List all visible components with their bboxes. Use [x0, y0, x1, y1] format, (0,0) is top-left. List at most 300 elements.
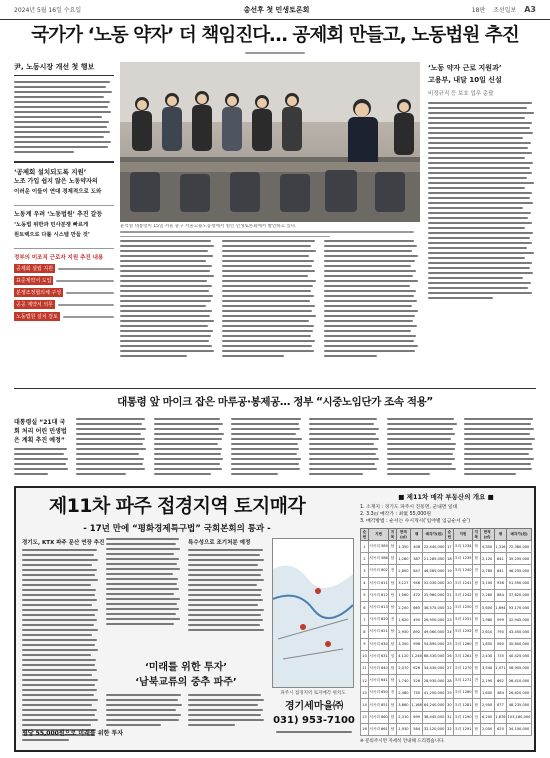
ad-title: 제11차 파주 접경지역 토지매각: [48, 495, 306, 517]
table-cell: 662: [494, 675, 506, 687]
pill-label: 공제회 설립 지원: [16, 266, 53, 272]
table-cell: 20: [445, 577, 453, 589]
side-box-line: 노동계 우려 ‘노동법원’ 추진 갈등: [14, 211, 103, 218]
table-cell: 40,425,000: [507, 650, 532, 662]
photo-scene: [120, 62, 420, 222]
paper-name: 조선일보: [493, 7, 517, 14]
table-row: [361, 711, 532, 723]
table-cell: 2,120: [480, 553, 494, 565]
info-line: 1. 소재지 : 경기도 파주시 진동면, 군내면 일대: [360, 505, 458, 510]
table-cell: 68,530,000: [423, 650, 446, 662]
table-cell: 10: [361, 650, 369, 662]
right-body-text: [428, 102, 536, 299]
body-col: [222, 240, 318, 360]
map-graphic: [273, 539, 353, 687]
pill: [14, 312, 114, 321]
table-cell: 1,071: [494, 662, 506, 674]
lead-body-columns: [120, 240, 420, 360]
table-cell: 64,240,000: [423, 699, 446, 711]
table-cell: 서곡리 640: [368, 662, 388, 674]
ad-col-heading: 경기도, KTX 파주 문산 연장 추진: [22, 540, 105, 546]
table-cell: 서곡리 621: [368, 626, 388, 638]
table-cell: 21,285,000: [423, 553, 446, 565]
lead-headline: [14, 22, 536, 54]
ad-bottom-note: 평당 55,000원으로 미래를 위한 투자: [22, 730, 124, 737]
table-cell: 서곡리 602: [368, 565, 388, 577]
table-row: [361, 699, 532, 711]
table-cell: 1,876: [494, 711, 506, 723]
table-cell: 23: [445, 614, 453, 626]
table-cell: 초리 1291: [453, 723, 472, 735]
table-header-cell: 지번: [453, 529, 472, 541]
pills-title: 정부의 미조직 근로자 지원 추진 내용: [14, 255, 104, 261]
table-header-row: [361, 529, 532, 541]
table-cell: 초리 1281: [453, 699, 472, 711]
side-box-2: [14, 205, 114, 240]
table-cell: 서곡리 661: [368, 723, 388, 735]
table-cell: 서곡리 612: [368, 589, 388, 601]
table-cell: 답: [389, 675, 396, 687]
table-cell: 6,200: [480, 711, 494, 723]
ad-text-col: [106, 694, 266, 729]
table-cell: 서곡리 650: [368, 687, 388, 699]
table-cell: 699: [411, 711, 423, 723]
table-cell: 1,350: [396, 541, 410, 553]
section-title: 총선후 첫 민생토론회: [243, 5, 310, 14]
table-header-cell: 매각가(원): [507, 529, 532, 541]
table-cell: 전: [389, 614, 396, 626]
table-cell: 750: [411, 687, 423, 699]
table-cell: 초리 1252: [453, 626, 472, 638]
headline-credit: [245, 52, 305, 54]
policy-pills: [14, 248, 114, 321]
table-cell: 2,780: [480, 565, 494, 577]
right-column: [428, 62, 536, 302]
subhead: 尹, 노동시장 개선 첫 행보: [14, 62, 114, 76]
table-cell: 2,050: [480, 723, 494, 735]
table-cell: 답: [473, 699, 480, 711]
table-cell: 3,127: [396, 577, 410, 589]
headline-text: 국가가 ‘노동 약자’ 더 책임진다… 공제회 만들고, 노동법원 추진: [31, 25, 519, 46]
table-row: [361, 723, 532, 735]
table-cell: 2,260: [480, 589, 494, 601]
table-cell: 34,430,000: [423, 662, 446, 674]
table-row: [361, 565, 532, 577]
land-sale-ad: [14, 486, 536, 752]
table-cell: 484: [494, 687, 506, 699]
table-cell: 21: [445, 589, 453, 601]
ad-company: [272, 700, 356, 733]
info-line: 2. 3.3㎡ 매각가 : 최低 55,000원: [360, 512, 431, 517]
table-cell: 103,180,000: [507, 711, 532, 723]
table-cell: 2,480: [396, 687, 410, 699]
table-body: [361, 541, 532, 736]
table-cell: 초리 1290: [453, 711, 472, 723]
table-cell: 답: [473, 589, 480, 601]
table-cell: 2,200: [396, 601, 410, 613]
table-cell: 1,246: [411, 650, 423, 662]
callout-line-1: ‘미래를 위한 투자’: [144, 662, 228, 673]
table-cell: 서곡리 660: [368, 711, 388, 723]
table-cell: 34,100,000: [507, 723, 532, 735]
table-cell: 답: [389, 662, 396, 674]
table-note: ※ 문의주시면 자세히 안내해 드리겠습니다.: [360, 739, 445, 744]
side-box-line: ‘공제회 설치되도록 지원’: [14, 168, 87, 176]
pill: [14, 276, 114, 285]
table-cell: 24: [445, 626, 453, 638]
table-cell: 서곡리 620: [368, 614, 388, 626]
table-cell: 2,950: [396, 626, 410, 638]
table-cell: 3,300: [396, 638, 410, 650]
table-cell: 답: [389, 711, 396, 723]
table-cell: 초리 1242: [453, 589, 472, 601]
side-box-line: 이러운 이들이 연대 경제적으로 도와: [14, 189, 102, 195]
table-cell: 1,620: [396, 614, 410, 626]
table-cell: 답: [473, 541, 480, 553]
ad-map: [272, 538, 354, 688]
table-cell: 초리 1250: [453, 601, 472, 613]
table-cell: 7: [361, 614, 369, 626]
table-cell: 답: [389, 553, 396, 565]
table-cell: 620: [494, 723, 506, 735]
table-cell: 3,540: [480, 662, 494, 674]
company-phone: 031) 953-7100: [273, 715, 355, 726]
section-divider: [14, 388, 536, 389]
body-col: [120, 240, 216, 360]
table-header-cell: 평: [494, 529, 506, 541]
table-cell: 35,255,000: [507, 553, 532, 565]
masthead-right: [472, 5, 536, 14]
sub-headline-text: 대통령 앞 마이크 잡은 마루공·봉제공… 정부 “시중노임단가 조속 적용”: [117, 396, 433, 408]
ad-text-col: [22, 538, 105, 744]
table-cell: 12: [361, 675, 369, 687]
table-cell: 초리 1251: [453, 614, 472, 626]
table-cell: 1: [361, 541, 369, 553]
table-cell: 43,450,000: [507, 626, 532, 638]
page-number: A3: [524, 5, 536, 14]
table-cell: 15: [361, 711, 369, 723]
table-header-cell: 순번: [361, 529, 369, 541]
table-cell: 51,590,000: [507, 577, 532, 589]
table-cell: 2,800: [396, 565, 410, 577]
table-cell: 6: [361, 601, 369, 613]
table-cell: 26,620,000: [507, 687, 532, 699]
table-cell: 36,575,000: [423, 601, 446, 613]
table-row: [361, 650, 532, 662]
table-cell: 답: [473, 662, 480, 674]
sub-col: [387, 418, 459, 478]
sub-col: [154, 418, 226, 478]
table-cell: 답: [473, 687, 480, 699]
table-cell: 서곡리 641: [368, 675, 388, 687]
table-cell: 32,945,000: [507, 614, 532, 626]
table-cell: 3,860: [396, 699, 410, 711]
pill-label: 공공 계약서 의무: [16, 302, 53, 308]
table-cell: 877: [494, 699, 506, 711]
table-header-cell: 면적(㎡): [396, 529, 410, 541]
table-cell: 답: [389, 723, 396, 735]
table-cell: 54,890,000: [423, 638, 446, 650]
pill-label: 노동법원 설치 검토: [16, 314, 58, 320]
table-cell: 13: [361, 687, 369, 699]
table-cell: 938: [494, 577, 506, 589]
table-cell: 1,316: [494, 541, 506, 553]
table-cell: 2,070: [396, 662, 410, 674]
table-cell: 32: [445, 723, 453, 735]
table-cell: 408: [411, 541, 423, 553]
sub-headline: [14, 393, 536, 411]
table-cell: 3,100: [480, 577, 494, 589]
table-cell: 1,600: [480, 687, 494, 699]
table-cell: 답: [389, 638, 396, 650]
table-cell: 641: [494, 553, 506, 565]
table-cell: 2,310: [396, 711, 410, 723]
table-cell: 28,930,000: [423, 675, 446, 687]
table-cell: 2,190: [480, 675, 494, 687]
table-cell: 초리 1260: [453, 638, 472, 650]
table-cell: 72,380,000: [507, 541, 532, 553]
table-row: [361, 614, 532, 626]
table-cell: 임: [389, 650, 396, 662]
table-cell: 41,250,000: [423, 687, 446, 699]
table-header-cell: 매각가(원): [423, 529, 446, 541]
left-body-text: [14, 81, 114, 153]
table-cell: 584: [411, 723, 423, 735]
table-cell: 1,280: [396, 553, 410, 565]
table-cell: 526: [411, 675, 423, 687]
table-cell: 4: [361, 577, 369, 589]
table-cell: 790: [494, 626, 506, 638]
table-cell: 초리 1261: [453, 650, 472, 662]
table-header-cell: 면적(㎡): [480, 529, 494, 541]
table-cell: 26,950,000: [423, 614, 446, 626]
table-cell: 답: [389, 541, 396, 553]
pill: [14, 300, 114, 309]
side-box-line: ‘노동법 위반과 민사분쟁 빠르게: [14, 222, 89, 228]
table-cell: 답: [389, 589, 396, 601]
right-box-title: ‘노동 약자 근로 지원과’: [428, 64, 502, 72]
table-cell: 847: [411, 565, 423, 577]
table-cell: 전: [473, 675, 480, 687]
table-cell: 답: [473, 626, 480, 638]
left-column: [14, 62, 114, 324]
photo-caption: [120, 224, 420, 240]
table-cell: 38,445,000: [423, 711, 446, 723]
right-box-title2: 고용부, 내달 10일 신설: [428, 76, 502, 84]
ad-subtitle: - 17년 만에 “평화경제특구법” 국회본회의 통과 -: [83, 524, 271, 534]
table-cell: 답: [389, 699, 396, 711]
table-cell: 46,585,000: [423, 565, 446, 577]
table-cell: 892: [411, 626, 423, 638]
sub-col: [231, 418, 303, 478]
table-cell: 946: [411, 577, 423, 589]
pill: [14, 264, 114, 273]
table-cell: 599: [494, 614, 506, 626]
table-cell: 5: [361, 589, 369, 601]
ad-text-col: [188, 538, 266, 634]
table-cell: 초리 1241: [453, 577, 472, 589]
ad-info-box: [360, 492, 532, 525]
table-cell: 665: [411, 601, 423, 613]
table-cell: 387: [411, 553, 423, 565]
table-row: [361, 541, 532, 553]
table-cell: 93,170,000: [507, 601, 532, 613]
table-header-cell: 지번: [368, 529, 388, 541]
side-box-line: 노조 가입 쉽지 않은 노동약자의: [14, 178, 98, 185]
table-cell: 16: [361, 723, 369, 735]
table-cell: 서곡리 611: [368, 577, 388, 589]
table-cell: 36,410,000: [507, 675, 532, 687]
table-cell: 1,930: [396, 723, 410, 735]
table-cell: 답: [473, 650, 480, 662]
table-cell: 472: [411, 589, 423, 601]
body-col: [324, 240, 420, 360]
masthead: [0, 0, 550, 20]
table-cell: 서곡리 651: [368, 699, 388, 711]
table-cell: 답: [389, 626, 396, 638]
table-cell: 18: [445, 553, 453, 565]
table-row: [361, 577, 532, 589]
table-cell: 31: [445, 711, 453, 723]
issue-date: 2024년 5월 16일 수요일: [14, 7, 82, 14]
table-cell: 답: [389, 601, 396, 613]
table-row: [361, 589, 532, 601]
table-cell: 초리 1280: [453, 687, 472, 699]
side-box-1: [14, 161, 114, 197]
table-cell: 초리 1240: [453, 565, 472, 577]
table-cell: 17: [445, 541, 453, 553]
table-cell: 전: [473, 638, 480, 650]
table-cell: 답: [473, 723, 480, 735]
table-row: [361, 626, 532, 638]
caption-text: 윤석열 대통령이 15일 서울 중구 서울고용노동청에서 열린 민생토론회에서 발언하고 있다.: [120, 224, 297, 229]
table-row: [361, 638, 532, 650]
sub-article: [14, 418, 536, 478]
company-name: 경기세마을㈜: [284, 701, 344, 712]
sub-col: [464, 418, 536, 478]
sub-side-head: 대통령실 “21대 국회 처리 어린 민생법은 계획 추진 예정”: [14, 419, 67, 444]
sub-col: [309, 418, 381, 478]
table-row: [361, 553, 532, 565]
table-cell: 58,905,000: [507, 662, 532, 674]
table-cell: 14: [361, 699, 369, 711]
table-cell: 998: [411, 638, 423, 650]
edition: 18판: [471, 7, 486, 14]
table-cell: 답: [389, 577, 396, 589]
table-cell: 49,060,000: [423, 626, 446, 638]
table-cell: 2,430: [480, 650, 494, 662]
table-cell: 서곡리 613: [368, 601, 388, 613]
table-cell: 490: [411, 614, 423, 626]
table-cell: 30: [445, 699, 453, 711]
ad-text-col: [106, 538, 182, 628]
table-cell: 19: [445, 565, 453, 577]
table-cell: 초리 1270: [453, 662, 472, 674]
table-cell: 전: [389, 565, 396, 577]
pill-label: 분쟁조정협의체 구성: [16, 290, 62, 296]
pill: [14, 288, 114, 297]
table-cell: 초리 1234: [453, 541, 472, 553]
table-cell: 5,600: [480, 601, 494, 613]
table-cell: 서곡리 586: [368, 553, 388, 565]
table-row: [361, 687, 532, 699]
table-cell: 2,900: [480, 699, 494, 711]
table-cell: 전: [473, 565, 480, 577]
table-cell: 1,740: [396, 675, 410, 687]
table-cell: 46,255,000: [507, 565, 532, 577]
table-cell: 임: [473, 711, 480, 723]
table-cell: 임: [473, 601, 480, 613]
table-cell: 29: [445, 687, 453, 699]
table-cell: 전: [389, 687, 396, 699]
table-cell: 52,030,000: [423, 577, 446, 589]
table-cell: 답: [473, 577, 480, 589]
table-cell: 서곡리 630: [368, 638, 388, 650]
table-row: [361, 662, 532, 674]
table-header-cell: 지목: [390, 529, 395, 539]
table-cell: 11: [361, 662, 369, 674]
table-cell: 28: [445, 675, 453, 687]
table-cell: 27: [445, 662, 453, 674]
table-cell: 4,120: [396, 650, 410, 662]
table-cell: 9: [361, 638, 369, 650]
lead-photo: [120, 62, 420, 222]
table-row: [361, 601, 532, 613]
table-cell: 초리 1235: [453, 553, 472, 565]
table-cell: 1,168: [411, 699, 423, 711]
table-cell: 2: [361, 553, 369, 565]
table-cell: 735: [494, 650, 506, 662]
pill-label: 표준계약서 도입: [16, 278, 52, 284]
table-cell: 560: [494, 638, 506, 650]
sub-side: [14, 418, 70, 478]
sub-col: [76, 418, 148, 478]
table-cell: 30,800,000: [507, 638, 532, 650]
table-row: [361, 675, 532, 687]
table-cell: 26: [445, 650, 453, 662]
right-box-byline: 비정규직 등 보호 업무 총괄: [428, 91, 494, 97]
table-cell: 2,610: [480, 626, 494, 638]
map-label: 파주시 접경지역 토지매각 위치도: [280, 691, 346, 696]
table-header-cell: 순번: [445, 529, 453, 541]
land-table: [360, 528, 532, 736]
table-cell: 초리 1271: [453, 675, 472, 687]
ad-col-heading: 특수성으로 조기처분 예정: [188, 540, 251, 546]
table-cell: 37,620,000: [507, 589, 532, 601]
ad-callout: [106, 660, 266, 690]
table-cell: 1,560: [396, 589, 410, 601]
table-header-cell: 평: [411, 529, 423, 541]
callout-line-2: ‘남북교류의 중추 파주’: [135, 677, 237, 688]
side-box-line: 원트랙으로 다룰 시스템 만들 것’: [14, 232, 90, 238]
table-cell: 답: [473, 553, 480, 565]
table-cell: 48,235,000: [507, 699, 532, 711]
table-cell: 4,350: [480, 541, 494, 553]
table-cell: 841: [494, 565, 506, 577]
table-cell: 답: [473, 614, 480, 626]
table-cell: 22,440,000: [423, 541, 446, 553]
table-cell: 22: [445, 601, 453, 613]
table-cell: 8: [361, 626, 369, 638]
table-cell: 1,694: [494, 601, 506, 613]
table-cell: 32,120,000: [423, 723, 446, 735]
info-title: ■ 제11차 매각 부동산의 개요 ■: [398, 493, 494, 501]
info-line: 3. 매각방법 : 순서는 수시개시(‘임야별 입금순서 순’): [360, 519, 471, 524]
table-cell: 626: [411, 662, 423, 674]
table-cell: 25: [445, 638, 453, 650]
table-cell: 3: [361, 565, 369, 577]
table-cell: 서곡리 631: [368, 650, 388, 662]
